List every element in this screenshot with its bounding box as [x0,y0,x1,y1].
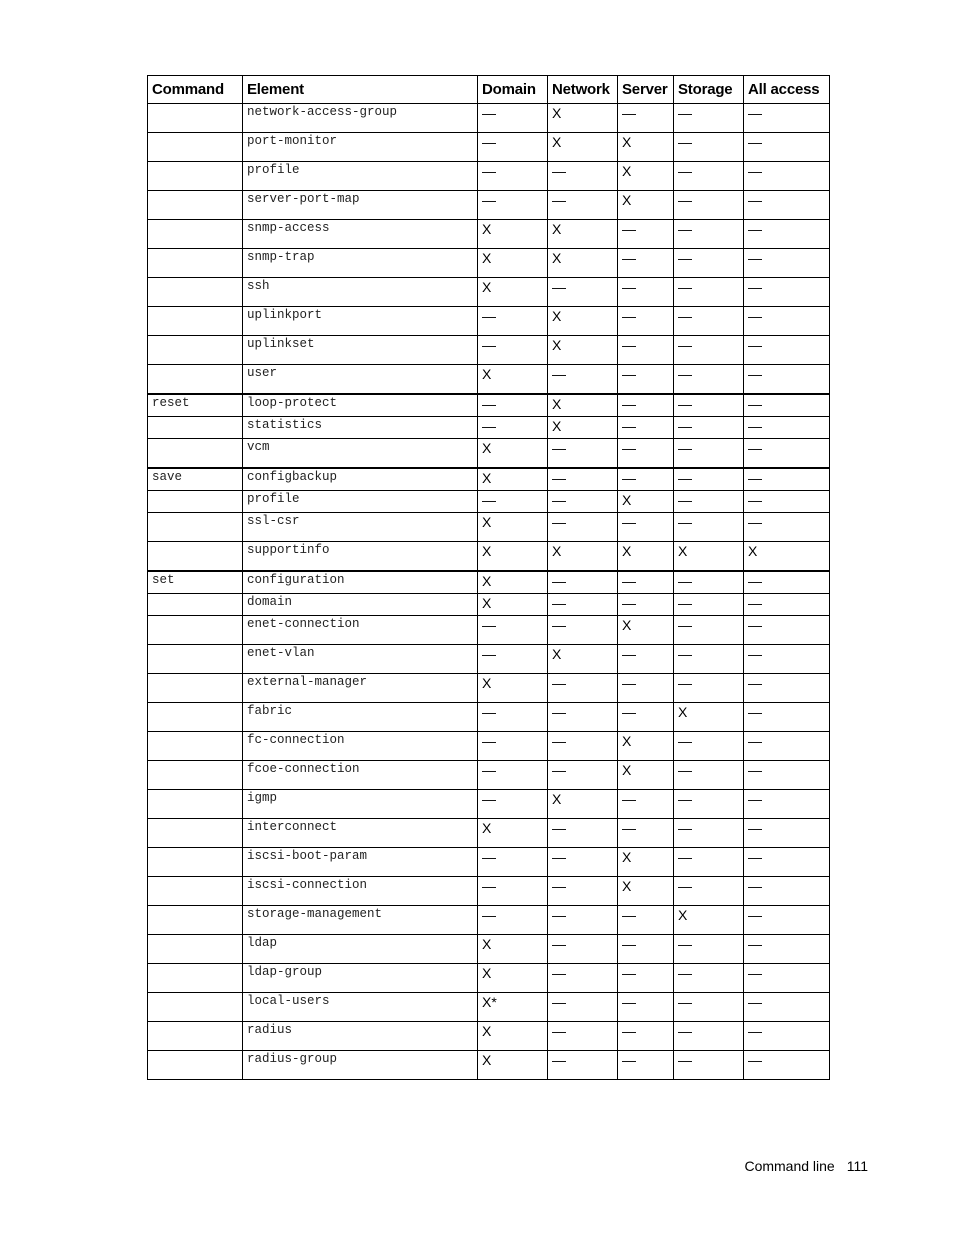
cell-storage: X [674,703,744,732]
cell-server: X [618,616,674,645]
cell-server: — [618,336,674,365]
cell-storage: — [674,1051,744,1080]
cell-server: — [618,790,674,819]
cell-domain: X [478,220,548,249]
cell-storage: X [674,906,744,935]
cell-element: uplinkset [243,336,478,365]
cell-server: — [618,645,674,674]
cell-all-access: — [744,191,830,220]
cell-domain: — [478,104,548,133]
cell-network: — [548,468,618,491]
cell-server: X [618,491,674,513]
cell-network: X [548,249,618,278]
cell-domain: — [478,394,548,417]
cell-domain: X [478,964,548,993]
cell-all-access: — [744,819,830,848]
table-row [148,439,830,469]
header-network: Network [548,76,618,104]
table-row [148,761,830,790]
cell-command [148,162,243,191]
cell-server: — [618,468,674,491]
cell-server: — [618,104,674,133]
cell-element: enet-vlan [243,645,478,674]
cell-element: iscsi-connection [243,877,478,906]
cell-command [148,761,243,790]
cell-server: — [618,906,674,935]
table-row [148,645,830,674]
cell-network: X [548,394,618,417]
page-footer [744,1158,868,1174]
cell-server: — [618,220,674,249]
cell-element: supportinfo [243,542,478,572]
cell-server: — [618,703,674,732]
cell-domain: — [478,191,548,220]
cell-server: — [618,365,674,395]
cell-server: — [618,571,674,594]
cell-element: loop-protect [243,394,478,417]
cell-element: interconnect [243,819,478,848]
cell-domain: — [478,336,548,365]
cell-element: uplinkport [243,307,478,336]
cell-network: X [548,104,618,133]
cell-storage: — [674,964,744,993]
cell-element: fabric [243,703,478,732]
cell-server: — [618,935,674,964]
cell-all-access: — [744,703,830,732]
cell-command [148,249,243,278]
cell-element: local-users [243,993,478,1022]
cell-server: X [618,133,674,162]
cell-domain: X [478,935,548,964]
cell-storage: — [674,307,744,336]
table-row [148,616,830,645]
cell-storage: — [674,848,744,877]
cell-command [148,819,243,848]
cell-domain: X* [478,993,548,1022]
cell-all-access: — [744,993,830,1022]
cell-all-access: — [744,732,830,761]
cell-all-access: — [744,249,830,278]
cell-command [148,278,243,307]
cell-storage: — [674,571,744,594]
cell-command [148,645,243,674]
cell-command [148,417,243,439]
cell-all-access: — [744,571,830,594]
table-row [148,513,830,542]
cell-all-access: — [744,964,830,993]
cell-element: ssl-csr [243,513,478,542]
cell-command [148,877,243,906]
cell-server: X [618,761,674,790]
cell-all-access: — [744,439,830,469]
cell-storage: — [674,249,744,278]
cell-all-access: — [744,513,830,542]
cell-command: set [148,571,243,594]
cell-element: vcm [243,439,478,469]
table-row [148,1051,830,1080]
header-server: Server [618,76,674,104]
table-row [148,993,830,1022]
cell-command [148,336,243,365]
header-domain: Domain [478,76,548,104]
cell-element: configbackup [243,468,478,491]
cell-server: — [618,307,674,336]
cell-command [148,365,243,395]
cell-network: — [548,993,618,1022]
table-header-row [148,76,830,104]
cell-domain: X [478,594,548,616]
header-storage: Storage [674,76,744,104]
table-row [148,571,830,594]
cell-network: — [548,935,618,964]
cell-command: save [148,468,243,491]
cell-all-access: — [744,133,830,162]
table-row [148,703,830,732]
cell-server: — [618,513,674,542]
cell-network: X [548,307,618,336]
cell-element: snmp-trap [243,249,478,278]
cell-all-access: — [744,848,830,877]
cell-element: statistics [243,417,478,439]
cell-domain: — [478,417,548,439]
cell-network: X [548,133,618,162]
cell-command [148,674,243,703]
footer-section-title: Command line [744,1158,835,1174]
cell-element: configuration [243,571,478,594]
table-row [148,491,830,513]
cell-storage: — [674,104,744,133]
cell-element: storage-management [243,906,478,935]
table-row [148,307,830,336]
cell-network: — [548,819,618,848]
cell-command [148,848,243,877]
cell-all-access: — [744,761,830,790]
cell-network: — [548,674,618,703]
header-element: Element [243,76,478,104]
cell-network: — [548,761,618,790]
cell-network: — [548,848,618,877]
cell-network: — [548,1051,618,1080]
cell-element: radius [243,1022,478,1051]
cell-storage: — [674,993,744,1022]
cell-server: X [618,848,674,877]
cell-network: X [548,220,618,249]
cell-domain: — [478,645,548,674]
cell-server: X [618,162,674,191]
cell-network: — [548,365,618,395]
cell-element: ldap-group [243,964,478,993]
cell-all-access: — [744,674,830,703]
cell-server: X [618,877,674,906]
table-row [148,394,830,417]
cell-storage: — [674,594,744,616]
table-row [148,877,830,906]
table-row [148,365,830,395]
cell-network: — [548,703,618,732]
cell-command [148,1022,243,1051]
cell-network: — [548,964,618,993]
cell-network: — [548,491,618,513]
cell-server: X [618,732,674,761]
table-row [148,468,830,491]
cell-command [148,439,243,469]
cell-network: — [548,1022,618,1051]
cell-storage: — [674,935,744,964]
header-command: Command [148,76,243,104]
cell-domain: — [478,491,548,513]
cell-element: ldap [243,935,478,964]
table-row [148,542,830,572]
cell-network: X [548,417,618,439]
cell-command [148,104,243,133]
cell-all-access: — [744,220,830,249]
cell-storage: — [674,790,744,819]
cell-server: X [618,542,674,572]
cell-all-access: — [744,307,830,336]
cell-network: — [548,594,618,616]
cell-domain: X [478,278,548,307]
cell-network: X [548,790,618,819]
cell-storage: — [674,732,744,761]
cell-storage: — [674,394,744,417]
cell-network: — [548,191,618,220]
cell-network: X [548,645,618,674]
cell-all-access: — [744,468,830,491]
permissions-table [147,75,830,1080]
page-number: 111 [846,1158,868,1174]
cell-server: — [618,1022,674,1051]
cell-element: fc-connection [243,732,478,761]
cell-all-access: — [744,278,830,307]
cell-all-access: — [744,104,830,133]
table-row [148,162,830,191]
cell-network: — [548,162,618,191]
cell-server: — [618,249,674,278]
table-body [148,104,830,1080]
cell-element: snmp-access [243,220,478,249]
cell-storage: — [674,491,744,513]
cell-command [148,542,243,572]
table-row [148,417,830,439]
cell-server: — [618,819,674,848]
cell-all-access: X [744,542,830,572]
cell-server: — [618,394,674,417]
cell-storage: — [674,468,744,491]
table-row [148,935,830,964]
cell-storage: — [674,513,744,542]
cell-domain: — [478,761,548,790]
cell-domain: — [478,877,548,906]
table-row [148,249,830,278]
cell-element: fcoe-connection [243,761,478,790]
cell-all-access: — [744,417,830,439]
cell-storage: — [674,162,744,191]
cell-command [148,732,243,761]
cell-element: enet-connection [243,616,478,645]
cell-element: igmp [243,790,478,819]
cell-server: — [618,278,674,307]
table-row [148,674,830,703]
table-row [148,191,830,220]
cell-element: server-port-map [243,191,478,220]
cell-all-access: — [744,877,830,906]
cell-server: — [618,439,674,469]
cell-all-access: — [744,935,830,964]
cell-command [148,491,243,513]
cell-command [148,191,243,220]
cell-element: ssh [243,278,478,307]
cell-network: — [548,278,618,307]
cell-network: — [548,439,618,469]
cell-storage: — [674,365,744,395]
cell-domain: X [478,513,548,542]
cell-storage: X [674,542,744,572]
table-row [148,278,830,307]
cell-all-access: — [744,491,830,513]
cell-storage: — [674,1022,744,1051]
cell-all-access: — [744,1022,830,1051]
cell-network: — [548,877,618,906]
cell-storage: — [674,761,744,790]
cell-element: radius-group [243,1051,478,1080]
cell-all-access: — [744,336,830,365]
cell-domain: X [478,1051,548,1080]
cell-domain: X [478,439,548,469]
cell-command [148,513,243,542]
cell-domain: X [478,819,548,848]
cell-command [148,220,243,249]
cell-all-access: — [744,394,830,417]
cell-domain: X [478,468,548,491]
cell-storage: — [674,819,744,848]
table-row [148,819,830,848]
cell-domain: X [478,1022,548,1051]
table-row [148,104,830,133]
cell-command [148,964,243,993]
cell-all-access: — [744,1051,830,1080]
cell-command [148,935,243,964]
cell-server: — [618,417,674,439]
cell-server: — [618,993,674,1022]
cell-server: — [618,674,674,703]
cell-all-access: — [744,645,830,674]
cell-network: — [548,732,618,761]
table-row [148,336,830,365]
cell-element: user [243,365,478,395]
cell-all-access: — [744,790,830,819]
cell-domain: — [478,703,548,732]
cell-command [148,906,243,935]
cell-all-access: — [744,594,830,616]
cell-domain: — [478,616,548,645]
cell-command: reset [148,394,243,417]
cell-domain: — [478,732,548,761]
cell-server: — [618,964,674,993]
cell-command [148,594,243,616]
cell-storage: — [674,645,744,674]
cell-server: X [618,191,674,220]
cell-domain: — [478,162,548,191]
table-row [148,906,830,935]
cell-command [148,993,243,1022]
cell-domain: X [478,249,548,278]
cell-domain: — [478,906,548,935]
cell-command [148,790,243,819]
cell-element: external-manager [243,674,478,703]
cell-element: domain [243,594,478,616]
table-row [148,964,830,993]
cell-command [148,1051,243,1080]
table-row [148,220,830,249]
cell-domain: — [478,790,548,819]
cell-all-access: — [744,616,830,645]
cell-domain: — [478,307,548,336]
cell-element: network-access-group [243,104,478,133]
cell-storage: — [674,191,744,220]
cell-all-access: — [744,162,830,191]
cell-domain: — [478,848,548,877]
cell-element: iscsi-boot-param [243,848,478,877]
cell-network: — [548,906,618,935]
cell-server: — [618,1051,674,1080]
cell-storage: — [674,417,744,439]
cell-storage: — [674,877,744,906]
cell-network: — [548,616,618,645]
table-row [148,594,830,616]
cell-storage: — [674,439,744,469]
cell-network: X [548,542,618,572]
cell-element: profile [243,491,478,513]
cell-element: profile [243,162,478,191]
cell-network: — [548,571,618,594]
cell-domain: X [478,365,548,395]
table-row [148,1022,830,1051]
cell-storage: — [674,674,744,703]
cell-command [148,133,243,162]
table-row [148,848,830,877]
cell-all-access: — [744,365,830,395]
header-all-access: All access [744,76,830,104]
cell-storage: — [674,220,744,249]
cell-command [148,307,243,336]
cell-all-access: — [744,906,830,935]
cell-command [148,703,243,732]
cell-storage: — [674,278,744,307]
cell-domain: X [478,542,548,572]
cell-command [148,616,243,645]
cell-server: — [618,594,674,616]
cell-storage: — [674,616,744,645]
table-row [148,732,830,761]
table-row [148,133,830,162]
cell-network: X [548,336,618,365]
cell-element: port-monitor [243,133,478,162]
table-row [148,790,830,819]
cell-domain: X [478,674,548,703]
cell-storage: — [674,336,744,365]
cell-network: — [548,513,618,542]
cell-domain: X [478,571,548,594]
cell-storage: — [674,133,744,162]
cell-domain: — [478,133,548,162]
